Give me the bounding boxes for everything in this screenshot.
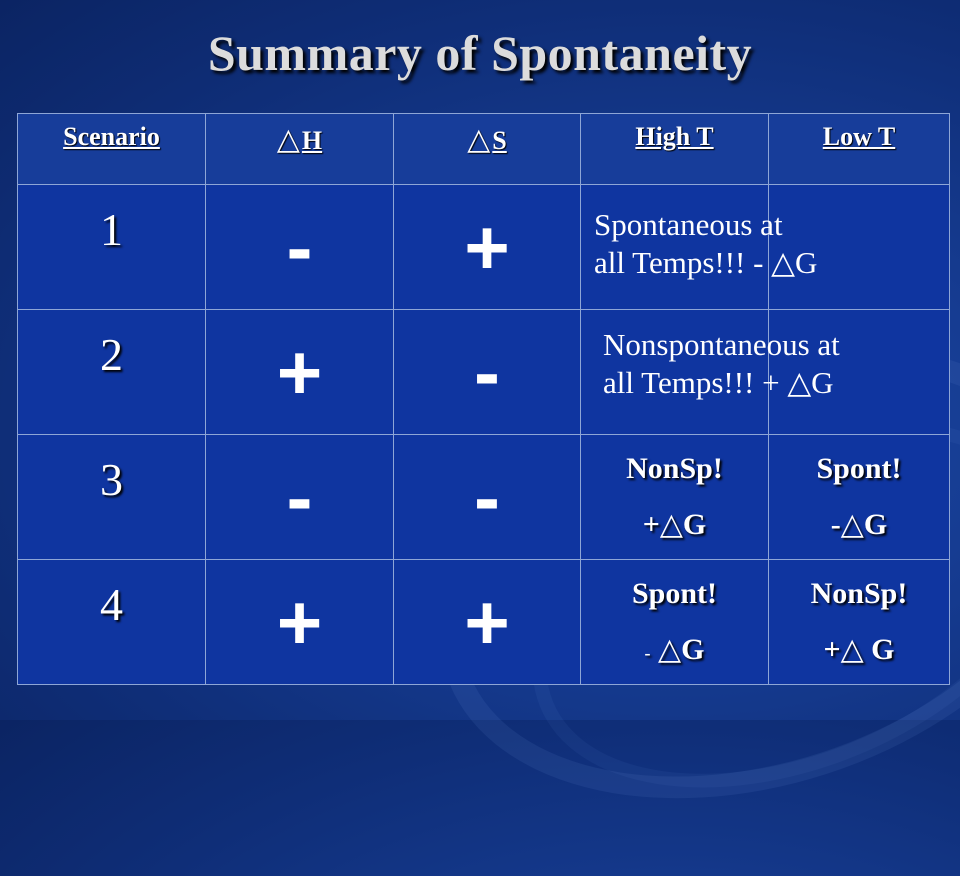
header-delta-h — [206, 114, 394, 185]
high-t-result: Spont! — [631, 577, 718, 610]
scenario-number: 1 — [100, 204, 123, 255]
scenario-cell — [18, 185, 206, 310]
row-1-note — [594, 206, 817, 282]
low-t-result: Spont! — [816, 452, 902, 485]
delta-h-cell — [206, 185, 394, 310]
table-row — [18, 435, 950, 560]
row-2-note — [603, 326, 840, 402]
header-scenario-label: Scenario — [63, 122, 160, 151]
delta-s-sign: - — [474, 328, 500, 416]
low-t-delta-g: +△ G — [823, 633, 895, 666]
high-t-result: NonSp! — [626, 452, 723, 485]
delta-h-sign: - — [286, 203, 313, 291]
delta-s-cell — [394, 435, 581, 560]
low-t-result: NonSp! — [810, 577, 908, 610]
delta-h-cell — [206, 435, 394, 560]
delta-h-cell — [206, 310, 394, 435]
header-low-t-label: Low T — [822, 122, 896, 151]
scenario-cell — [18, 310, 206, 435]
header-delta-s-label — [394, 122, 580, 157]
minus-sign: - — [644, 643, 651, 663]
header-low-t — [769, 114, 950, 185]
header-h-letter: H — [301, 126, 323, 155]
header-scenario — [18, 114, 206, 185]
header-s-letter: S — [492, 126, 507, 155]
delta-h-cell — [206, 560, 394, 685]
scenario-cell — [18, 435, 206, 560]
high-t-cell — [581, 560, 769, 685]
delta-icon: △ — [276, 123, 300, 156]
low-t-delta-g: -△G — [830, 508, 888, 541]
row-1-note-line2: all Temps!!! - △G — [594, 245, 818, 280]
row-2-note-line2: all Temps!!! + △G — [603, 365, 834, 400]
scenario-cell — [18, 560, 206, 685]
delta-g-label: △G — [658, 633, 705, 666]
table-row — [18, 560, 950, 685]
high-t-delta-g — [581, 622, 768, 681]
delta-s-sign: + — [464, 578, 510, 666]
delta-s-cell — [394, 560, 581, 685]
header-delta-s — [394, 114, 581, 185]
scenario-number: 3 — [100, 454, 123, 505]
header-delta-h-label — [206, 122, 393, 157]
header-high-t — [581, 114, 769, 185]
header-high-t-label: High T — [635, 122, 714, 151]
high-t-delta-g: +△G — [642, 508, 707, 541]
delta-h-sign: + — [276, 328, 323, 416]
delta-s-cell — [394, 310, 581, 435]
delta-h-sign: - — [286, 453, 313, 541]
delta-s-sign: - — [474, 453, 500, 541]
low-t-cell — [769, 560, 950, 685]
row-2-note-line1: Nonspontaneous at — [603, 327, 840, 362]
delta-icon: △ — [467, 123, 491, 156]
delta-s-sign: + — [464, 203, 510, 291]
low-t-cell — [769, 435, 950, 560]
scenario-number: 4 — [100, 579, 123, 630]
scenario-number: 2 — [100, 329, 123, 380]
slide-title: Summary of Spontaneity — [207, 25, 753, 81]
table-header-row — [18, 114, 950, 185]
delta-h-sign: + — [276, 578, 323, 666]
row-1-note-line1: Spontaneous at — [594, 207, 783, 242]
delta-s-cell — [394, 185, 581, 310]
high-t-cell — [581, 435, 769, 560]
